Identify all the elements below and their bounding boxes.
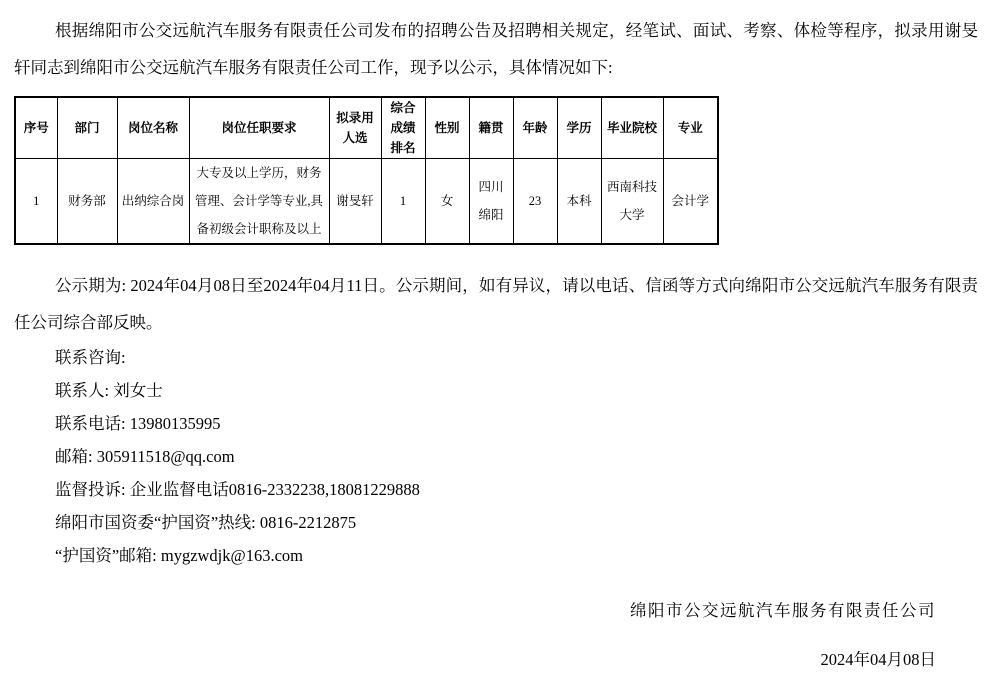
- header-gender: 性别: [425, 97, 469, 159]
- cell-position-requirements: 大专及以上学历，财务管理、会计学等专业,具备初级会计职称及以上: [189, 159, 329, 245]
- cell-gender: 女: [425, 159, 469, 245]
- intro-paragraph: 根据绵阳市公交远航汽车服务有限责任公司发布的招聘公告及招聘相关规定，经笔试、面试、考察、体检等程序，拟录用谢旻轩同志到绵阳市公交远航汽车服务有限责任公司工作，现予以公示，具体情况如下:: [14, 21, 978, 77]
- contact-email-line: 邮箱: 305911518@qq.com: [55, 447, 235, 466]
- table-header-row: [15, 97, 718, 159]
- cell-serial-number: 1: [15, 159, 57, 245]
- contact-phone-line: 联系电话: 13980135995: [55, 414, 221, 433]
- cell-overall-score-rank: 1: [381, 159, 425, 245]
- sasac-hotline-line: 绵阳市国资委“护国资”热线: 0816-2212875: [55, 513, 357, 532]
- table-row: [15, 159, 718, 245]
- header-age: 年龄: [513, 97, 557, 159]
- cell-native-place: 四川绵阳: [469, 159, 513, 245]
- cell-proposed-candidate: 谢旻轩: [329, 159, 381, 245]
- cell-department: 财务部: [57, 159, 117, 245]
- notice-period-paragraph: 公示期为: 2024年04月08日至2024年04月11日。公示期间，如有异议，请以电话、信函等方式向绵阳市公交远航汽车服务有限责任公司综合部反映。: [14, 276, 978, 332]
- cell-education: 本科: [557, 159, 601, 245]
- supervision-complaint-line: 监督投诉: 企业监督电话0816-2332238,18081229888: [55, 480, 420, 499]
- contact-person-line: 联系人: 刘女士: [55, 381, 163, 400]
- header-graduated-school: 毕业院校: [601, 97, 663, 159]
- signature-company: 绵阳市公交远航汽车服务有限责任公司: [630, 601, 936, 620]
- header-serial-number: 序号: [15, 97, 57, 159]
- sasac-email-line: “护国资”邮箱: mygzwdjk@163.com: [55, 546, 303, 565]
- header-department: 部门: [57, 97, 117, 159]
- signature-block: [14, 594, 978, 676]
- contact-consult-label: 联系咨询:: [55, 348, 126, 367]
- header-education: 学历: [557, 97, 601, 159]
- header-position-requirements: 岗位任职要求: [189, 97, 329, 159]
- cell-graduated-school: 西南科技大学: [601, 159, 663, 245]
- header-overall-score-rank: 综合成绩排名: [381, 97, 425, 159]
- cell-position-name: 出纳综合岗: [117, 159, 189, 245]
- header-native-place: 籍贯: [469, 97, 513, 159]
- signature-date: 2024年04月08日: [820, 650, 936, 669]
- recruitment-table: [14, 96, 719, 245]
- header-proposed-candidate: 拟录用人选: [329, 97, 381, 159]
- cell-major: 会计学: [663, 159, 718, 245]
- cell-age: 23: [513, 159, 557, 245]
- header-position-name: 岗位名称: [117, 97, 189, 159]
- header-major: 专业: [663, 97, 718, 159]
